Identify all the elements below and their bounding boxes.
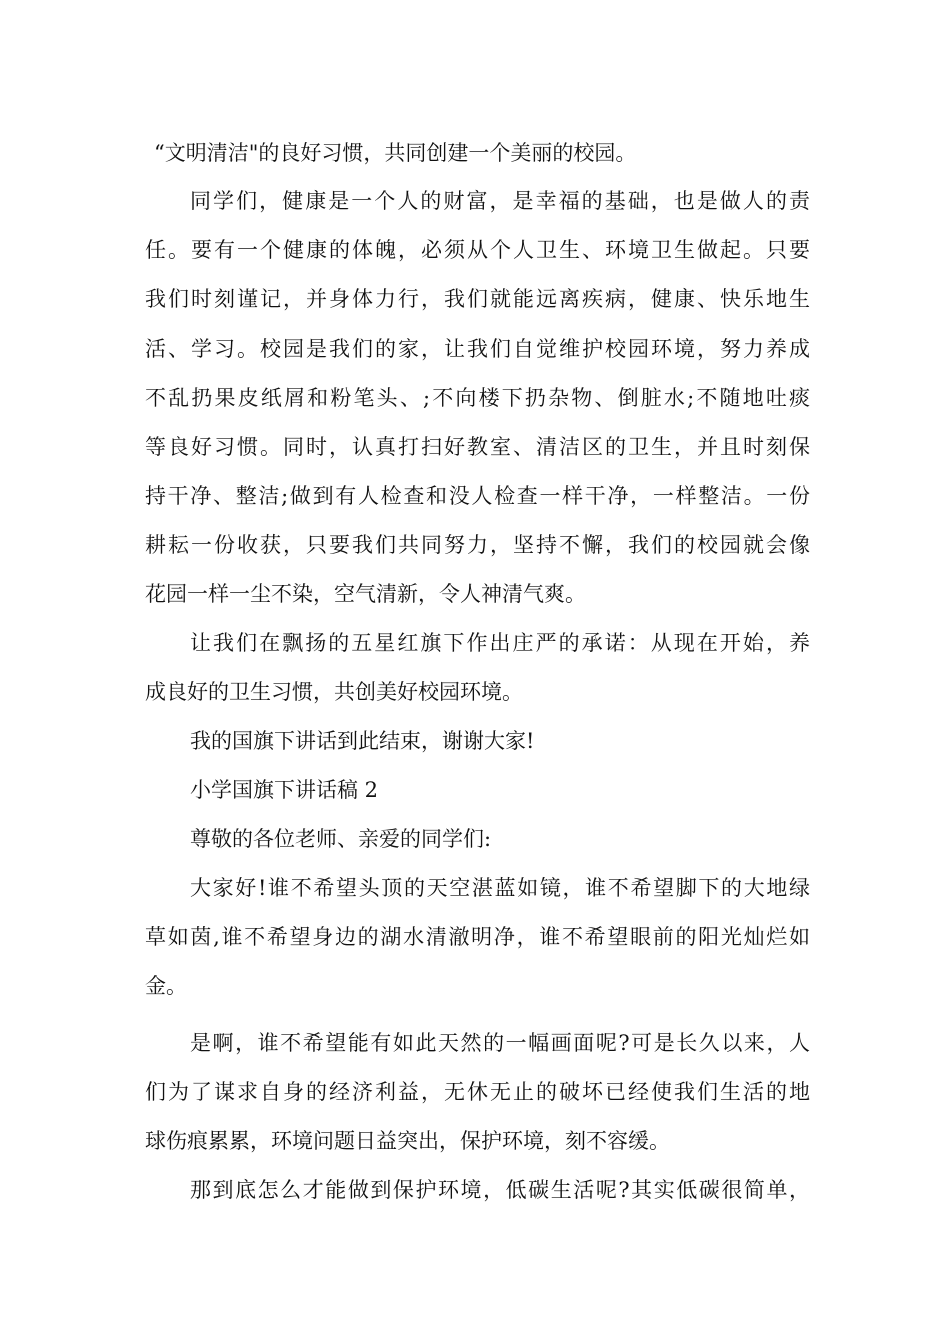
paragraph-line: 让我们在飘扬的五星红旗下作出庄严的承诺：从现在开始，养	[190, 631, 810, 655]
paragraph-line: 们为了谋求自身的经济利益，无休无止的破坏已经使我们生活的地	[145, 1080, 810, 1104]
paragraph-line: 活、学习。校园是我们的家，让我们自觉维护校园环境，努力养成	[145, 337, 810, 361]
paragraph-line: 同学们，健康是一个人的财富，是幸福的基础，也是做人的责	[190, 189, 810, 213]
paragraph-line: 草如茵,谁不希望身边的湖水清澈明净，谁不希望眼前的阳光灿烂如	[145, 925, 810, 949]
paragraph-line: 持干净、整洁;做到有人检查和没人检查一样干净，一样整洁。一份	[145, 484, 810, 508]
paragraph-line: 金。	[145, 974, 187, 998]
section-title: 小学国旗下讲话稿 2	[190, 778, 379, 802]
paragraph-line: 不乱扔果皮纸屑和粉笔头、;不向楼下扔杂物、倒脏水;不随地吐痰	[145, 386, 810, 410]
paragraph-line: 我的国旗下讲话到此结束，谢谢大家!	[190, 729, 535, 753]
paragraph-line: 是啊，谁不希望能有如此天然的一幅画面呢?可是长久以来，人	[190, 1031, 810, 1055]
paragraph-line: “文明清洁"的良好习惯，共同创建一个美丽的校园。	[154, 141, 637, 165]
paragraph-line: 等良好习惯。同时，认真打扫好教室、清洁区的卫生，并且时刻保	[145, 435, 810, 459]
paragraph-line: 任。要有一个健康的体魄，必须从个人卫生、环境卫生做起。只要	[145, 238, 810, 262]
salutation: 尊敬的各位老师、亲爱的同学们:	[190, 827, 492, 851]
paragraph-line: 大家好!谁不希望头顶的天空湛蓝如镜，谁不希望脚下的大地绿	[190, 876, 810, 900]
paragraph-line: 花园一样一尘不染，空气清新，令人神清气爽。	[145, 582, 586, 606]
paragraph-line: 成良好的卫生习惯，共创美好校园环境。	[145, 680, 523, 704]
paragraph-line: 球伤痕累累，环境问题日益突出，保护环境，刻不容缓。	[145, 1129, 670, 1153]
paragraph-line: 那到底怎么才能做到保护环境，低碳生活呢?其实低碳很简单，	[190, 1178, 810, 1202]
paragraph-line: 我们时刻谨记，并身体力行，我们就能远离疾病，健康、快乐地生	[145, 287, 810, 311]
paragraph-line: 耕耘一份收获，只要我们共同努力，坚持不懈，我们的校园就会像	[145, 533, 810, 557]
